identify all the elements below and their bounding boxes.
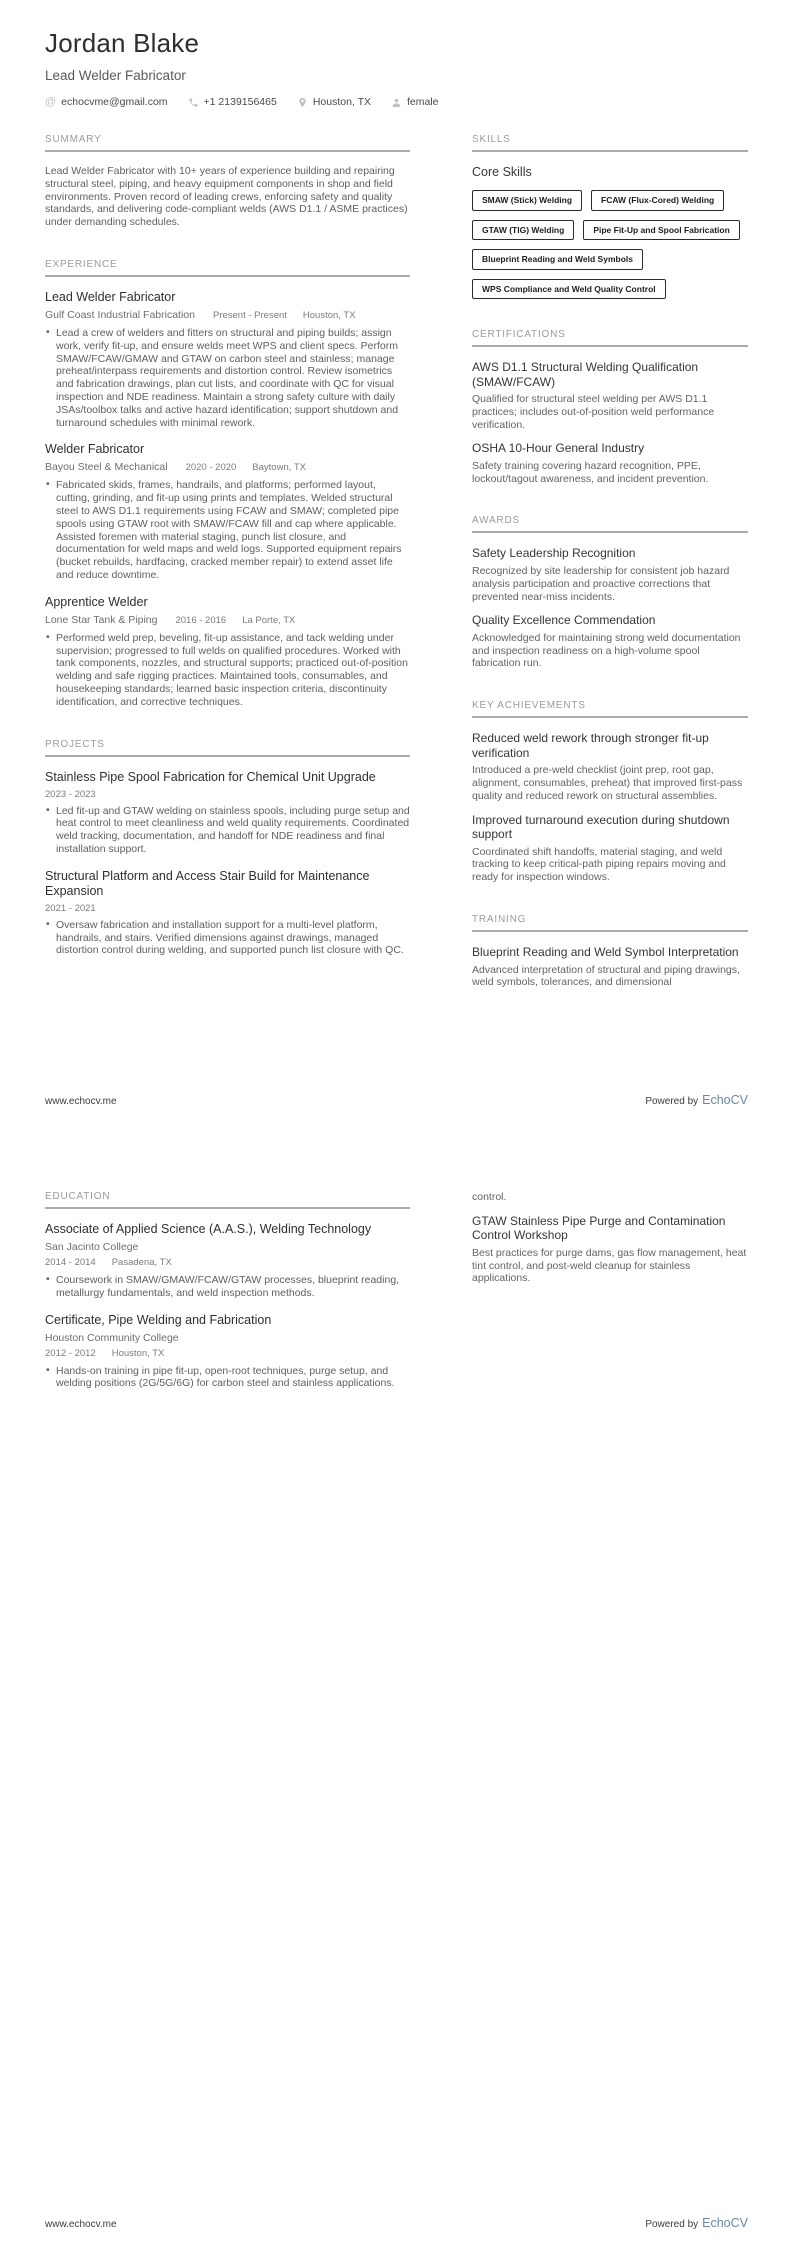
summary-text: Lead Welder Fabricator with 10+ years of experience building and repairing structural steel, piping, and heavy equipment components in shop and field environments. Proven record of leading crews, enforcing safety and quality standards, and delivering code-compliant welds (AWS D1.1 / ASME practices) under demanding schedules. bbox=[45, 165, 408, 229]
skills-section bbox=[472, 134, 748, 299]
award-title: Quality Excellence Commendation bbox=[472, 613, 656, 628]
contact-location bbox=[297, 96, 371, 108]
brand-logo-text[interactable]: EchoCV bbox=[702, 2216, 748, 2230]
skills-group-title: Core Skills bbox=[472, 165, 532, 179]
section-label-projects: PROJECTS bbox=[45, 738, 105, 750]
award-title: Safety Leadership Recognition bbox=[472, 546, 636, 561]
section-divider bbox=[45, 1207, 410, 1209]
skill-chip: Blueprint Reading and Weld Symbols bbox=[472, 249, 643, 270]
summary-section bbox=[45, 134, 410, 229]
certification-description: Qualified for structural steel welding per AWS D1.1 practices; includes out-of-position weld performance verification. bbox=[472, 393, 715, 431]
job-location: Houston, TX bbox=[302, 309, 356, 321]
job-meta bbox=[45, 309, 410, 321]
education-meta bbox=[45, 1348, 410, 1359]
achievement-description: Introduced a pre-weld checklist (joint prep, root gap, alignment, consumables, preheat) that improved first-pass quality and reduced rework on structural assemblies. bbox=[472, 764, 743, 802]
contact-email-text: echocvme@gmail.com bbox=[61, 96, 168, 108]
education-location: Houston, TX bbox=[111, 1347, 165, 1359]
email-icon: @ bbox=[45, 95, 57, 108]
job-title: Lead Welder Fabricator bbox=[45, 289, 176, 304]
section-label-certifications: CERTIFICATIONS bbox=[472, 329, 566, 340]
skill-chip: SMAW (Stick) Welding bbox=[472, 190, 582, 211]
job-title: Apprentice Welder bbox=[45, 594, 148, 609]
training-section bbox=[472, 914, 748, 989]
education-bullet: • Coursework in SMAW/GMAW/FCAW/GTAW processes, blueprint reading, metallurgy fundamentals, and weld inspection methods. bbox=[45, 1274, 410, 1300]
education-school: Houston Community College bbox=[45, 1331, 179, 1344]
job-title: Welder Fabricator bbox=[45, 442, 145, 457]
award-item bbox=[472, 613, 748, 670]
training-item bbox=[472, 1214, 748, 1285]
powered-by bbox=[645, 1093, 748, 1107]
education-location: Pasadena, TX bbox=[111, 1257, 172, 1268]
experience-item bbox=[45, 595, 410, 709]
certification-description: Safety training covering hazard recognition, PPE, lockout/tagout awareness, and incident prevention. bbox=[472, 459, 709, 485]
experience-item bbox=[45, 290, 410, 429]
contact-phone-text: +1 2139156465 bbox=[203, 96, 277, 108]
achievement-item bbox=[472, 813, 748, 884]
skills-chip-list bbox=[472, 190, 748, 299]
education-bullet: • Hands-on training in pipe fit-up, open-root techniques, purge setup, and welding positions (2G/5G/6G) for carbon steel and stainless applications. bbox=[45, 1365, 410, 1391]
section-divider bbox=[472, 930, 748, 932]
education-section bbox=[45, 1191, 410, 1390]
section-label-skills: SKILLS bbox=[472, 134, 511, 145]
achievement-item bbox=[472, 731, 748, 802]
award-item bbox=[472, 546, 748, 603]
location-pin-icon bbox=[297, 97, 308, 108]
person-title: Lead Welder Fabricator bbox=[45, 68, 186, 83]
job-company: Bayou Steel & Mechanical bbox=[45, 461, 168, 474]
education-dates: 2012 - 2012 bbox=[45, 1347, 96, 1359]
person-icon bbox=[391, 97, 402, 108]
job-dates: Present - Present bbox=[212, 309, 287, 321]
section-divider bbox=[472, 345, 748, 347]
awards-section bbox=[472, 515, 748, 670]
certification-item bbox=[472, 360, 748, 431]
award-description: Recognized by site leadership for consistent job hazard analysis participation and proactive corrections that prevented near-miss incidents. bbox=[472, 564, 730, 603]
page-footer bbox=[45, 2216, 748, 2230]
key-achievements-section bbox=[472, 700, 748, 884]
training-title: Blueprint Reading and Weld Symbol Interpretation bbox=[472, 945, 739, 960]
section-label-awards: AWARDS bbox=[472, 515, 520, 527]
job-dates: 2020 - 2020 bbox=[185, 462, 237, 474]
site-link[interactable]: www.echocv.me bbox=[45, 2219, 117, 2230]
project-item bbox=[45, 869, 410, 957]
training-title: GTAW Stainless Pipe Purge and Contamination Control Workshop bbox=[472, 1213, 726, 1243]
award-description: Acknowledged for maintaining strong weld documentation and inspection readiness on a high-volume spool fabrication run. bbox=[472, 631, 741, 670]
column-gap bbox=[410, 1191, 472, 1420]
contact-phone bbox=[188, 96, 277, 108]
training-description: Advanced interpretation of structural and piping drawings, weld symbols, tolerances, and dimensional bbox=[472, 963, 740, 989]
project-dates: 2023 - 2023 bbox=[45, 788, 96, 800]
section-label-experience: EXPERIENCE bbox=[45, 258, 118, 270]
page-footer bbox=[45, 1093, 748, 1107]
project-title: Stainless Pipe Spool Fabrication for Chemical Unit Upgrade bbox=[45, 769, 376, 784]
contact-location-text: Houston, TX bbox=[312, 96, 371, 108]
section-divider bbox=[472, 150, 748, 152]
job-bullet: • Lead a crew of welders and fitters on structural and piping builds; assign work, verify fit-up, and ensure welds meet WPS and client specs. Perform SMAW/FCAW/GMAW and GTAW on carbon steel and stainless; manage preheat/interpass requirements and distortion control. Review isometrics and fabrication drawings, plan cut lists, and coordinate with QC for visual inspection and NDE readiness. Maintain a strong safety culture with daily JSAs/toolbox talks and active hazard identification; support shutdown and turnaround schedules with minimal rework. bbox=[45, 327, 410, 429]
education-item bbox=[45, 1222, 410, 1300]
job-company: Gulf Coast Industrial Fabrication bbox=[45, 308, 195, 321]
column-gap bbox=[410, 134, 472, 1019]
education-title: Certificate, Pipe Welding and Fabrication bbox=[45, 1312, 272, 1327]
powered-by bbox=[645, 2216, 748, 2230]
resume-page-2 bbox=[0, 1123, 794, 2246]
education-dates: 2014 - 2014 bbox=[45, 1257, 96, 1268]
contact-row bbox=[45, 96, 748, 108]
training-item bbox=[472, 945, 748, 989]
resume-header bbox=[45, 28, 748, 108]
skill-chip: FCAW (Flux-Cored) Welding bbox=[591, 190, 724, 211]
section-label-training: TRAINING bbox=[472, 914, 527, 926]
powered-by-text: Powered by bbox=[645, 1096, 699, 1107]
job-bullet: • Fabricated skids, frames, handrails, and platforms; performed layout, cutting, grinding, and fit-up using prints and templates. Welded structural steel to AWS D1.1 requirements using FCAW and SMAW; completed pipe spools using GTAW root with SMAW/FCAW fill and cap where applicable. Assisted foremen with material staging, punch list closure, and documentation for weld maps and weld logs. Supported equipment repairs (bucket rebuilds, hardfacing, cracked member repair) to extend asset life and reduce downtime. bbox=[45, 479, 410, 581]
experience-item bbox=[45, 442, 410, 581]
job-meta bbox=[45, 614, 410, 626]
contact-email bbox=[45, 96, 168, 108]
job-meta bbox=[45, 461, 410, 473]
skill-chip: Pipe Fit-Up and Spool Fabrication bbox=[583, 220, 739, 241]
job-location: La Porte, TX bbox=[242, 614, 296, 626]
contact-gender-text: female bbox=[407, 96, 439, 108]
skill-chip: GTAW (TIG) Welding bbox=[472, 220, 574, 241]
projects-section bbox=[45, 739, 410, 958]
skill-chip: WPS Compliance and Weld Quality Control bbox=[472, 279, 666, 300]
section-divider bbox=[472, 531, 748, 533]
achievement-title: Reduced weld rework through stronger fit-up verification bbox=[472, 731, 709, 760]
project-item bbox=[45, 770, 410, 856]
achievement-description: Coordinated shift handoffs, material staging, and weld tracking to keep critical-path piping repairs moving and ready for inspection windows. bbox=[472, 845, 726, 884]
education-title: Associate of Applied Science (A.A.S.), Welding Technology bbox=[45, 1222, 372, 1236]
section-label-education: EDUCATION bbox=[45, 1191, 111, 1202]
education-meta bbox=[45, 1257, 410, 1268]
site-link[interactable]: www.echocv.me bbox=[45, 1096, 117, 1107]
achievement-title: Improved turnaround execution during shutdown support bbox=[472, 812, 730, 842]
job-dates: 2016 - 2016 bbox=[175, 614, 227, 626]
training-description-continuation: control. bbox=[472, 1191, 507, 1203]
section-divider bbox=[45, 150, 410, 152]
project-bullet: • Led fit-up and GTAW welding on stainless spools, including purge setup and heat control to meet cleanliness and weld quality requirements. Coordinated weld tracking, documentation, and handoff for NDE readiness and final installation support. bbox=[45, 805, 410, 856]
project-bullet: • Oversaw fabrication and installation support for a multi-level platform, handrails, and stairs. Verified dimensions against drawings, managed distortion control during welding, and supported punch list closure with QC. bbox=[45, 919, 410, 957]
section-divider bbox=[45, 755, 410, 757]
section-label-key-achievements: KEY ACHIEVEMENTS bbox=[472, 700, 586, 712]
contact-gender bbox=[391, 96, 439, 108]
section-divider bbox=[45, 275, 410, 277]
education-item bbox=[45, 1313, 410, 1391]
brand-logo-text[interactable]: EchoCV bbox=[702, 1093, 748, 1107]
person-name: Jordan Blake bbox=[45, 28, 200, 58]
job-location: Baytown, TX bbox=[252, 462, 306, 474]
certification-title: OSHA 10-Hour General Industry bbox=[472, 441, 645, 456]
project-title: Structural Platform and Access Stair Build for Maintenance Expansion bbox=[45, 868, 370, 898]
education-school: San Jacinto College bbox=[45, 1241, 139, 1253]
job-company: Lone Star Tank & Piping bbox=[45, 613, 158, 626]
section-label-summary: SUMMARY bbox=[45, 134, 102, 145]
certification-item bbox=[472, 441, 748, 485]
phone-icon bbox=[188, 97, 199, 108]
section-divider bbox=[472, 716, 748, 718]
powered-by-text: Powered by bbox=[645, 2219, 699, 2230]
training-description: Best practices for purge dams, gas flow management, heat tint control, and post-weld cleanup for stainless applications. bbox=[472, 1246, 747, 1285]
certification-title: AWS D1.1 Structural Welding Qualification (SMAW/FCAW) bbox=[472, 360, 699, 389]
certifications-section bbox=[472, 329, 748, 485]
experience-section bbox=[45, 259, 410, 709]
job-bullet: • Performed weld prep, beveling, fit-up assistance, and tack welding under supervision; progressed to full welds on qualified procedures. Worked with tank components, nozzles, and structural supports; practiced out-of-position welding and safe rigging practices. Maintained tools, consumables, and housekeeping standards; learned basic inspection criteria, discontinuity identification, and corrective techniques. bbox=[45, 632, 410, 709]
project-dates: 2021 - 2021 bbox=[45, 902, 96, 914]
